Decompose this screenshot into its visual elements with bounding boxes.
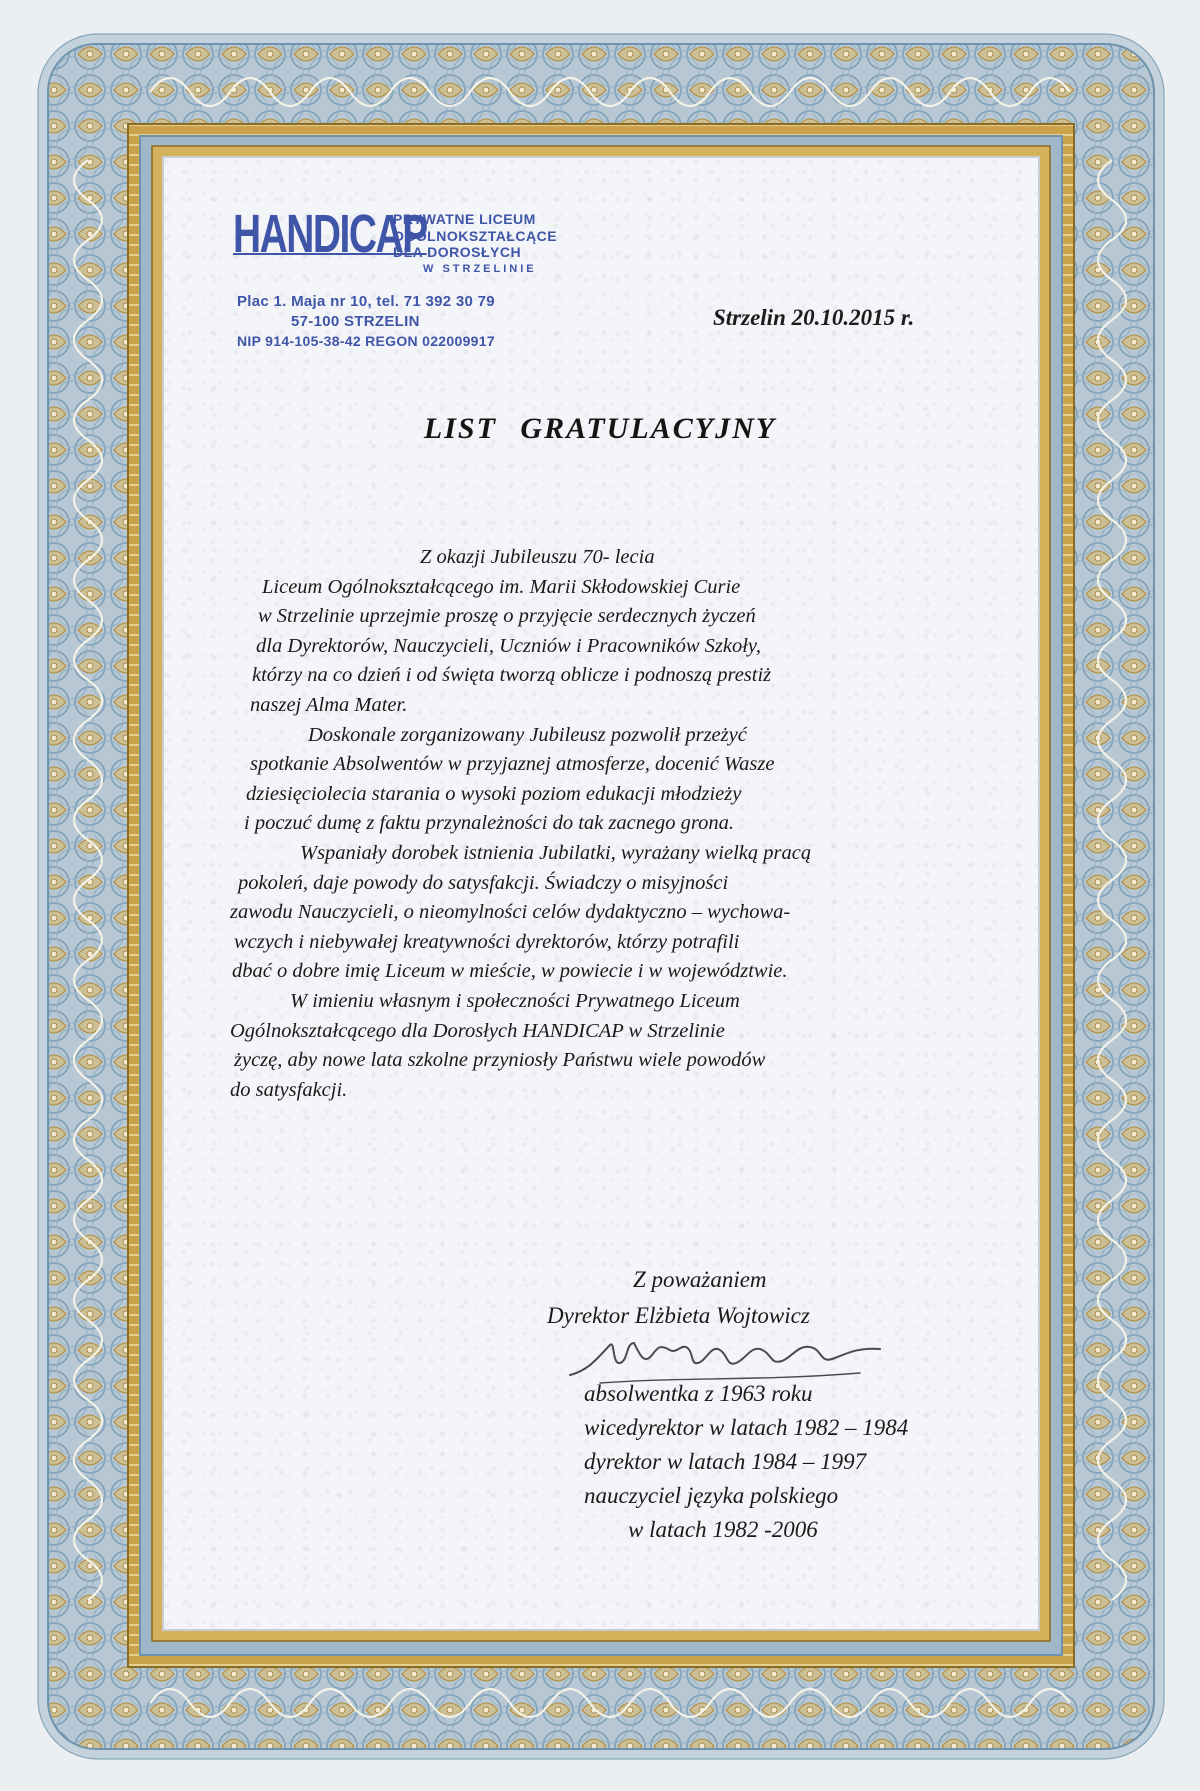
closing-note-4: nauczyciel języka polskiego bbox=[584, 1483, 839, 1508]
stamp-line-4: W STRZELINIE bbox=[423, 262, 537, 275]
letter-date: Strzelin 20.10.2015 r. bbox=[713, 305, 915, 330]
body-line: dbać o dobre imię Liceum w mieście, w powiecie i w województwie. bbox=[232, 960, 788, 983]
stamp-line-1: PRYWATNE LICEUM bbox=[393, 211, 536, 227]
closing-note-3: dyrektor w latach 1984 – 1997 bbox=[584, 1449, 867, 1474]
stamp-address: Plac 1. Maja nr 10, tel. 71 392 30 79 bbox=[237, 293, 495, 310]
body-line: W imieniu własnym i społeczności Prywatnego Liceum bbox=[290, 989, 740, 1012]
stamp-ids: NIP 914-105-38-42 REGON 022009917 bbox=[237, 333, 495, 349]
closing-note-5: w latach 1982 -2006 bbox=[628, 1517, 818, 1542]
body-line: Doskonale zorganizowany Jubileusz pozwolił przeżyć bbox=[308, 723, 747, 746]
letter-body bbox=[230, 543, 1000, 1105]
body-line: i poczuć dumę z faktu przynależności do tak zacnego grona. bbox=[244, 812, 735, 835]
stamp-logo: HANDICAP bbox=[233, 204, 427, 264]
closing-note-2: wicedyrektor w latach 1982 – 1984 bbox=[584, 1415, 909, 1440]
letter-title: LIST GRATULACYJNY bbox=[423, 412, 777, 445]
body-line: zawodu Nauczycieli, o nieomylności celów dydaktyczno – wychowa- bbox=[230, 901, 791, 924]
body-line: którzy na co dzień i od święta tworzą oblicze i podnoszą prestiż bbox=[252, 664, 772, 687]
body-line: naszej Alma Mater. bbox=[250, 693, 408, 716]
stamp-line-3: DLA DOROSŁYCH bbox=[393, 244, 522, 260]
stamp-city: 57-100 STRZELIN bbox=[291, 313, 420, 330]
body-line: Z okazji Jubileuszu 70- lecia bbox=[420, 546, 655, 568]
body-line: Wspaniały dorobek istnienia Jubilatki, wyrażany wielką pracą bbox=[300, 841, 812, 864]
body-line: życzę, aby nowe lata szkolne przyniosły Państwu wiele powodów bbox=[234, 1049, 766, 1072]
stamp-line-2: OGÓLNOKSZTAŁCĄCE bbox=[393, 227, 558, 244]
body-line: spotkanie Absolwentów w przyjaznej atmosferze, docenić Wasze bbox=[250, 753, 775, 776]
stamp-school-name bbox=[393, 211, 557, 277]
body-line: Liceum Ogólnokształcącego im. Marii Skłodowskiej Curie bbox=[262, 575, 741, 598]
body-line: dziesięciolecia starania o wysoki poziom edukacji młodzieży bbox=[246, 782, 742, 805]
body-line: Ogólnokształcącego dla Dorosłych HANDICAP w Strzelinie bbox=[230, 1019, 725, 1042]
body-line: dla Dyrektorów, Nauczycieli, Uczniów i Pracowników Szkoły, bbox=[256, 634, 762, 657]
body-line: w Strzelinie uprzejmie proszę o przyjęcie serdecznych życzeń bbox=[258, 605, 756, 628]
body-line: pokoleń, daje powody do satysfakcji. Świadczy o misyjności bbox=[238, 871, 729, 894]
body-line: do satysfakcji. bbox=[230, 1078, 348, 1101]
closing-signer: Dyrektor Elżbieta Wojtowicz bbox=[547, 1303, 810, 1328]
body-line: wczych i niebywałej kreatywności dyrektorów, którzy potrafili bbox=[234, 930, 740, 953]
closing-regards: Z poważaniem bbox=[633, 1267, 767, 1292]
closing-note-1: absolwentka z 1963 roku bbox=[584, 1381, 813, 1406]
